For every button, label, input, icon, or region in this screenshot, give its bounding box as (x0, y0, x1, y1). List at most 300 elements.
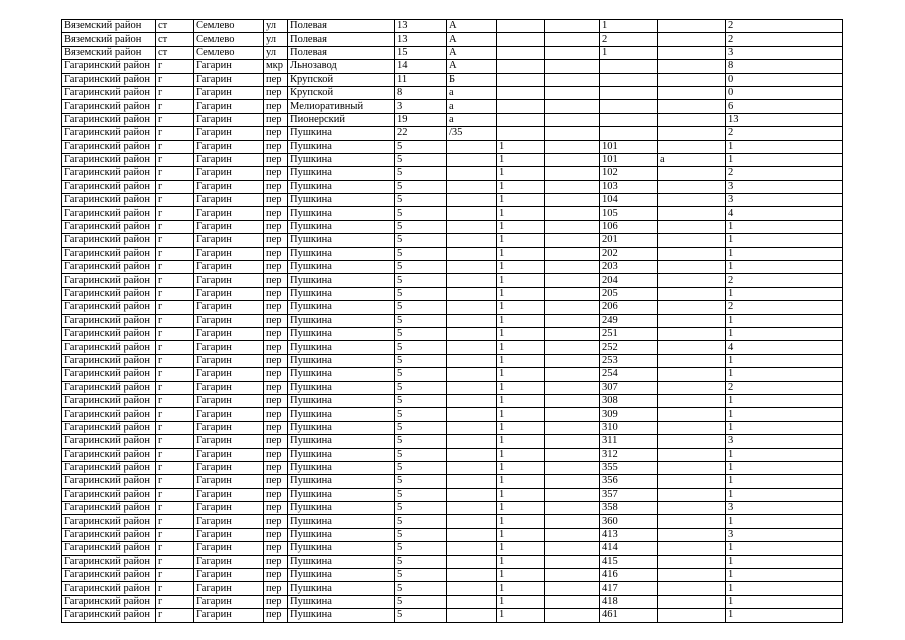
district-cell: Вяземский район (62, 33, 156, 46)
apartment-cell: 356 (600, 475, 658, 488)
house-letter-cell: А (447, 60, 497, 73)
house-letter-cell (447, 354, 497, 367)
house-number-cell: 5 (395, 153, 447, 166)
building-cell (497, 127, 545, 140)
street-type-cell: пер (264, 140, 288, 153)
apartment-cell: 2 (600, 33, 658, 46)
street-cell: Пушкина (288, 582, 395, 595)
house-letter-cell (447, 140, 497, 153)
address-table (61, 19, 843, 623)
street-cell: Пушкина (288, 408, 395, 421)
building-cell: 1 (497, 234, 545, 247)
settlement-type-cell: г (156, 327, 194, 340)
house-letter-cell: А (447, 20, 497, 33)
district-cell: Гагаринский район (62, 595, 156, 608)
structure-cell (545, 435, 600, 448)
street-cell: Пушкина (288, 502, 395, 515)
house-letter-cell (447, 327, 497, 340)
building-cell: 1 (497, 261, 545, 274)
building-cell: 1 (497, 194, 545, 207)
table-row (62, 475, 843, 488)
settlement-cell: Гагарин (194, 542, 264, 555)
street-cell: Пушкина (288, 488, 395, 501)
count-cell: 1 (726, 247, 843, 260)
apartment-letter-cell (658, 314, 726, 327)
house-number-cell: 5 (395, 140, 447, 153)
apartment-letter-cell (658, 341, 726, 354)
district-cell: Гагаринский район (62, 194, 156, 207)
settlement-type-cell: г (156, 569, 194, 582)
table-row (62, 46, 843, 59)
street-cell: Пушкина (288, 327, 395, 340)
settlement-cell: Гагарин (194, 220, 264, 233)
street-type-cell: пер (264, 461, 288, 474)
building-cell: 1 (497, 301, 545, 314)
street-cell: Мелиоративный (288, 100, 395, 113)
apartment-cell: 461 (600, 609, 658, 622)
table-row (62, 515, 843, 528)
count-cell: 1 (726, 261, 843, 274)
house-number-cell: 5 (395, 234, 447, 247)
table-row (62, 609, 843, 622)
building-cell: 1 (497, 488, 545, 501)
table-row (62, 60, 843, 73)
structure-cell (545, 194, 600, 207)
house-number-cell: 5 (395, 207, 447, 220)
settlement-type-cell: г (156, 582, 194, 595)
apartment-cell: 417 (600, 582, 658, 595)
settlement-type-cell: г (156, 86, 194, 99)
building-cell: 1 (497, 461, 545, 474)
count-cell: 1 (726, 314, 843, 327)
settlement-type-cell: ст (156, 46, 194, 59)
structure-cell (545, 381, 600, 394)
building-cell: 1 (497, 368, 545, 381)
count-cell: 3 (726, 502, 843, 515)
settlement-type-cell: ст (156, 33, 194, 46)
building-cell: 1 (497, 582, 545, 595)
street-type-cell: пер (264, 86, 288, 99)
district-cell: Гагаринский район (62, 461, 156, 474)
building-cell: 1 (497, 408, 545, 421)
district-cell: Гагаринский район (62, 327, 156, 340)
house-number-cell: 5 (395, 569, 447, 582)
settlement-type-cell: г (156, 448, 194, 461)
settlement-type-cell: г (156, 528, 194, 541)
table-row (62, 394, 843, 407)
settlement-type-cell: г (156, 100, 194, 113)
district-cell: Гагаринский район (62, 435, 156, 448)
house-number-cell: 5 (395, 194, 447, 207)
table-row (62, 140, 843, 153)
house-number-cell: 19 (395, 113, 447, 126)
street-type-cell: пер (264, 167, 288, 180)
building-cell (497, 73, 545, 86)
house-number-cell: 5 (395, 381, 447, 394)
apartment-letter-cell (658, 435, 726, 448)
street-type-cell: пер (264, 301, 288, 314)
apartment-cell: 105 (600, 207, 658, 220)
street-type-cell: пер (264, 234, 288, 247)
building-cell: 1 (497, 314, 545, 327)
structure-cell (545, 180, 600, 193)
district-cell: Гагаринский район (62, 167, 156, 180)
building-cell: 1 (497, 341, 545, 354)
house-letter-cell (447, 435, 497, 448)
count-cell: 1 (726, 153, 843, 166)
count-cell: 6 (726, 100, 843, 113)
structure-cell (545, 86, 600, 99)
district-cell: Гагаринский район (62, 314, 156, 327)
apartment-cell: 103 (600, 180, 658, 193)
street-cell: Полевая (288, 33, 395, 46)
house-number-cell: 5 (395, 515, 447, 528)
apartment-letter-cell (658, 167, 726, 180)
building-cell: 1 (497, 394, 545, 407)
count-cell: 1 (726, 354, 843, 367)
apartment-letter-cell (658, 60, 726, 73)
table-row (62, 234, 843, 247)
settlement-cell: Гагарин (194, 569, 264, 582)
street-type-cell: пер (264, 502, 288, 515)
house-letter-cell (447, 515, 497, 528)
count-cell: 3 (726, 180, 843, 193)
street-type-cell: пер (264, 435, 288, 448)
street-type-cell: пер (264, 127, 288, 140)
house-letter-cell (447, 153, 497, 166)
street-type-cell: пер (264, 194, 288, 207)
district-cell: Гагаринский район (62, 100, 156, 113)
apartment-letter-cell (658, 73, 726, 86)
street-cell: Пушкина (288, 314, 395, 327)
district-cell: Гагаринский район (62, 528, 156, 541)
house-number-cell: 5 (395, 475, 447, 488)
district-cell: Гагаринский район (62, 247, 156, 260)
street-type-cell: пер (264, 314, 288, 327)
apartment-letter-cell (658, 354, 726, 367)
street-type-cell: пер (264, 207, 288, 220)
table-row (62, 435, 843, 448)
settlement-type-cell: г (156, 515, 194, 528)
building-cell: 1 (497, 220, 545, 233)
apartment-cell (600, 127, 658, 140)
street-cell: Пушкина (288, 194, 395, 207)
house-number-cell: 5 (395, 341, 447, 354)
apartment-letter-cell (658, 301, 726, 314)
apartment-cell: 252 (600, 341, 658, 354)
apartment-letter-cell (658, 127, 726, 140)
street-cell: Льнозавод (288, 60, 395, 73)
house-letter-cell (447, 287, 497, 300)
count-cell: 13 (726, 113, 843, 126)
house-number-cell: 5 (395, 609, 447, 622)
street-cell: Полевая (288, 20, 395, 33)
settlement-type-cell: г (156, 73, 194, 86)
district-cell: Гагаринский район (62, 234, 156, 247)
house-number-cell: 5 (395, 394, 447, 407)
district-cell: Гагаринский район (62, 448, 156, 461)
settlement-cell: Гагарин (194, 502, 264, 515)
house-letter-cell (447, 180, 497, 193)
apartment-cell: 202 (600, 247, 658, 260)
settlement-type-cell: г (156, 261, 194, 274)
structure-cell (545, 327, 600, 340)
street-cell: Пушкина (288, 421, 395, 434)
structure-cell (545, 46, 600, 59)
apartment-cell: 102 (600, 167, 658, 180)
house-letter-cell (447, 461, 497, 474)
count-cell: 4 (726, 341, 843, 354)
settlement-cell: Гагарин (194, 555, 264, 568)
settlement-cell: Гагарин (194, 381, 264, 394)
apartment-cell (600, 100, 658, 113)
apartment-letter-cell (658, 368, 726, 381)
district-cell: Вяземский район (62, 46, 156, 59)
settlement-cell: Гагарин (194, 180, 264, 193)
street-type-cell: пер (264, 274, 288, 287)
settlement-cell: Гагарин (194, 488, 264, 501)
count-cell: 1 (726, 220, 843, 233)
district-cell: Гагаринский район (62, 502, 156, 515)
house-letter-cell (447, 381, 497, 394)
apartment-cell: 251 (600, 327, 658, 340)
count-cell: 1 (726, 488, 843, 501)
district-cell: Гагаринский район (62, 421, 156, 434)
table-row (62, 502, 843, 515)
house-letter-cell: а (447, 113, 497, 126)
settlement-cell: Гагарин (194, 207, 264, 220)
count-cell: 1 (726, 287, 843, 300)
house-letter-cell: а (447, 86, 497, 99)
structure-cell (545, 488, 600, 501)
house-letter-cell (447, 488, 497, 501)
apartment-cell: 206 (600, 301, 658, 314)
apartment-cell (600, 73, 658, 86)
settlement-cell: Гагарин (194, 140, 264, 153)
settlement-cell: Гагарин (194, 341, 264, 354)
street-type-cell: ул (264, 33, 288, 46)
street-cell: Пушкина (288, 368, 395, 381)
apartment-letter-cell (658, 100, 726, 113)
count-cell: 2 (726, 20, 843, 33)
structure-cell (545, 234, 600, 247)
street-type-cell: пер (264, 555, 288, 568)
street-cell: Пушкина (288, 261, 395, 274)
house-number-cell: 5 (395, 274, 447, 287)
building-cell: 1 (497, 595, 545, 608)
house-number-cell: 5 (395, 502, 447, 515)
street-cell: Крупской (288, 86, 395, 99)
street-type-cell: пер (264, 394, 288, 407)
street-cell: Пушкина (288, 435, 395, 448)
apartment-letter-cell (658, 515, 726, 528)
table-row (62, 287, 843, 300)
house-number-cell: 5 (395, 488, 447, 501)
structure-cell (545, 20, 600, 33)
district-cell: Гагаринский район (62, 515, 156, 528)
house-number-cell: 15 (395, 46, 447, 59)
building-cell (497, 20, 545, 33)
table-row (62, 314, 843, 327)
settlement-cell: Гагарин (194, 86, 264, 99)
table-row (62, 381, 843, 394)
district-cell: Гагаринский район (62, 555, 156, 568)
building-cell (497, 100, 545, 113)
district-cell: Гагаринский район (62, 341, 156, 354)
count-cell: 1 (726, 515, 843, 528)
count-cell: 1 (726, 234, 843, 247)
building-cell: 1 (497, 274, 545, 287)
count-cell: 2 (726, 274, 843, 287)
apartment-cell: 311 (600, 435, 658, 448)
settlement-type-cell: г (156, 220, 194, 233)
count-cell: 1 (726, 475, 843, 488)
count-cell: 1 (726, 368, 843, 381)
structure-cell (545, 421, 600, 434)
count-cell: 3 (726, 46, 843, 59)
house-letter-cell (447, 475, 497, 488)
apartment-cell: 310 (600, 421, 658, 434)
street-type-cell: пер (264, 448, 288, 461)
table-row (62, 100, 843, 113)
apartment-cell: 418 (600, 595, 658, 608)
settlement-cell: Гагарин (194, 314, 264, 327)
apartment-letter-cell (658, 46, 726, 59)
house-number-cell: 11 (395, 73, 447, 86)
table-row (62, 461, 843, 474)
street-type-cell: пер (264, 341, 288, 354)
street-type-cell: пер (264, 100, 288, 113)
table-row (62, 167, 843, 180)
settlement-cell: Гагарин (194, 582, 264, 595)
structure-cell (545, 287, 600, 300)
street-cell: Пушкина (288, 220, 395, 233)
building-cell: 1 (497, 448, 545, 461)
street-cell: Пушкина (288, 180, 395, 193)
count-cell: 3 (726, 528, 843, 541)
count-cell: 1 (726, 327, 843, 340)
structure-cell (545, 220, 600, 233)
settlement-cell: Гагарин (194, 475, 264, 488)
apartment-letter-cell (658, 247, 726, 260)
table-row (62, 274, 843, 287)
settlement-cell: Семлево (194, 46, 264, 59)
table-row (62, 247, 843, 260)
building-cell (497, 46, 545, 59)
street-cell: Пушкина (288, 207, 395, 220)
settlement-type-cell: г (156, 502, 194, 515)
settlement-type-cell: г (156, 421, 194, 434)
street-cell: Крупской (288, 73, 395, 86)
building-cell: 1 (497, 421, 545, 434)
table-row (62, 595, 843, 608)
settlement-cell: Гагарин (194, 461, 264, 474)
building-cell: 1 (497, 502, 545, 515)
building-cell: 1 (497, 207, 545, 220)
settlement-type-cell: г (156, 595, 194, 608)
table-row (62, 194, 843, 207)
table-body (62, 20, 843, 623)
apartment-cell: 204 (600, 274, 658, 287)
house-number-cell: 5 (395, 461, 447, 474)
house-number-cell: 3 (395, 100, 447, 113)
street-cell: Пушкина (288, 448, 395, 461)
table-row (62, 20, 843, 33)
district-cell: Гагаринский район (62, 207, 156, 220)
settlement-type-cell: г (156, 167, 194, 180)
apartment-letter-cell (658, 381, 726, 394)
district-cell: Гагаринский район (62, 368, 156, 381)
street-cell: Полевая (288, 46, 395, 59)
house-letter-cell (447, 555, 497, 568)
table-row (62, 542, 843, 555)
structure-cell (545, 394, 600, 407)
house-number-cell: 5 (395, 582, 447, 595)
apartment-letter-cell (658, 461, 726, 474)
structure-cell (545, 60, 600, 73)
table-row (62, 327, 843, 340)
table-row (62, 261, 843, 274)
street-type-cell: пер (264, 153, 288, 166)
apartment-cell: 254 (600, 368, 658, 381)
house-number-cell: 5 (395, 261, 447, 274)
settlement-type-cell: г (156, 609, 194, 622)
house-letter-cell (447, 609, 497, 622)
settlement-type-cell: г (156, 461, 194, 474)
house-number-cell: 5 (395, 528, 447, 541)
house-letter-cell: Б (447, 73, 497, 86)
count-cell: 1 (726, 448, 843, 461)
settlement-type-cell: г (156, 475, 194, 488)
count-cell: 0 (726, 73, 843, 86)
house-number-cell: 5 (395, 595, 447, 608)
structure-cell (545, 140, 600, 153)
count-cell: 2 (726, 33, 843, 46)
count-cell: 2 (726, 381, 843, 394)
settlement-type-cell: г (156, 60, 194, 73)
settlement-type-cell: г (156, 435, 194, 448)
apartment-cell: 360 (600, 515, 658, 528)
district-cell: Гагаринский район (62, 60, 156, 73)
apartment-cell: 413 (600, 528, 658, 541)
house-number-cell: 5 (395, 354, 447, 367)
apartment-letter-cell (658, 234, 726, 247)
settlement-type-cell: г (156, 408, 194, 421)
table-row (62, 207, 843, 220)
house-letter-cell (447, 261, 497, 274)
structure-cell (545, 515, 600, 528)
house-number-cell: 5 (395, 301, 447, 314)
street-type-cell: пер (264, 582, 288, 595)
house-number-cell: 5 (395, 448, 447, 461)
house-letter-cell (447, 421, 497, 434)
structure-cell (545, 314, 600, 327)
building-cell: 1 (497, 247, 545, 260)
building-cell (497, 33, 545, 46)
apartment-cell: 106 (600, 220, 658, 233)
structure-cell (545, 368, 600, 381)
house-number-cell: 13 (395, 20, 447, 33)
structure-cell (545, 33, 600, 46)
structure-cell (545, 528, 600, 541)
district-cell: Гагаринский район (62, 381, 156, 394)
settlement-cell: Гагарин (194, 234, 264, 247)
street-cell: Пушкина (288, 461, 395, 474)
street-cell: Пушкина (288, 555, 395, 568)
count-cell: 1 (726, 555, 843, 568)
street-type-cell: пер (264, 609, 288, 622)
settlement-cell: Гагарин (194, 287, 264, 300)
